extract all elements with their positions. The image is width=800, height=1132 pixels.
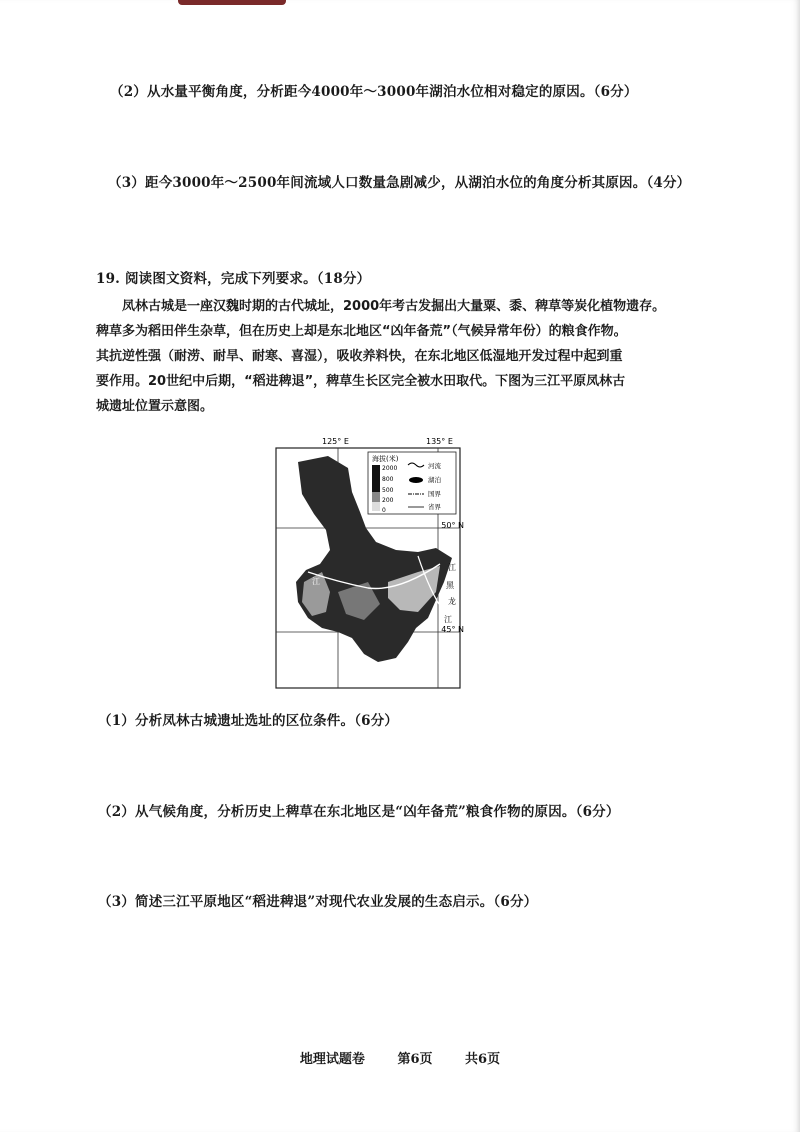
lon-label: 135° E xyxy=(426,437,453,446)
question-18-2: （2）从水量平衡角度，分析距今4000年～3000年湖泊水位相对稳定的原因。（6分） xyxy=(110,84,638,100)
question-19-2: （2）从气候角度，分析历史上稗草在东北地区是“凶年备荒”粮食作物的原因。（6分） xyxy=(98,804,620,820)
elevation-scale xyxy=(372,492,380,502)
legend-item: 国界 xyxy=(428,490,441,498)
place-label: 江 xyxy=(312,577,320,586)
elevation-label: 500 xyxy=(382,487,394,494)
legend-item: 省界 xyxy=(428,503,441,511)
footer-subject: 地理试题卷 xyxy=(299,1052,365,1067)
question-18-3: （3）距今3000年～2500年间流域人口数量急剧减少，从湖泊水位的角度分析其原因。（4分） xyxy=(108,175,691,191)
map-figure xyxy=(268,432,468,694)
elevation-label: 0 xyxy=(382,507,386,514)
place-label: 龙 xyxy=(448,597,456,606)
scan-mark xyxy=(178,0,286,5)
passage-line: 凤林古城是一座汉魏时期的古代城址，2000年考古发掘出大量粟、黍、稗草等炭化植物遗存。 xyxy=(122,299,666,314)
passage-line: 稗草多为稻田伴生杂草，但在历史上却是东北地区“凶年备荒”（气候异常年份）的粮食作物。 xyxy=(96,324,627,339)
place-label: 江 xyxy=(448,563,456,572)
footer-total: 共6页 xyxy=(465,1052,501,1067)
elevation-label: 2000 xyxy=(382,465,398,472)
lon-label: 125° E xyxy=(322,437,349,446)
legend-item: 湖泊 xyxy=(428,476,441,484)
legend-title: 海拔(米) xyxy=(372,455,399,463)
lake-symbol xyxy=(409,477,423,483)
lat-label: 45° N xyxy=(441,625,464,634)
passage-line: 要作用。20世纪中后期，“稻进稗退”，稗草生长区完全被水田取代。下图为三江平原凤林古 xyxy=(96,374,626,389)
question-19-title: 19. 阅读图文资料，完成下列要求。（18分） xyxy=(96,271,371,287)
elevation-label: 200 xyxy=(382,497,394,504)
page-footer xyxy=(0,1048,800,1067)
lat-label: 50° N xyxy=(441,521,464,530)
legend-item: 河流 xyxy=(428,462,441,470)
elevation-scale xyxy=(372,502,380,511)
passage-line: 其抗逆性强（耐涝、耐旱、耐寒、喜湿），吸收养料快，在东北地区低湿地开发过程中起到重 xyxy=(96,349,623,364)
passage-line: 城遗址位置示意图。 xyxy=(96,399,214,414)
question-19-3: （3）简述三江平原地区“稻进稗退”对现代农业发展的生态启示。（6分） xyxy=(98,894,538,910)
place-label: 江 xyxy=(444,615,452,624)
place-label: 黑 xyxy=(446,581,454,590)
elevation-label: 800 xyxy=(382,476,394,483)
passage xyxy=(96,294,696,419)
question-19-1: （1）分析凤林古城遗址选址的区位条件。（6分） xyxy=(98,713,399,729)
footer-page: 第6页 xyxy=(397,1052,433,1067)
